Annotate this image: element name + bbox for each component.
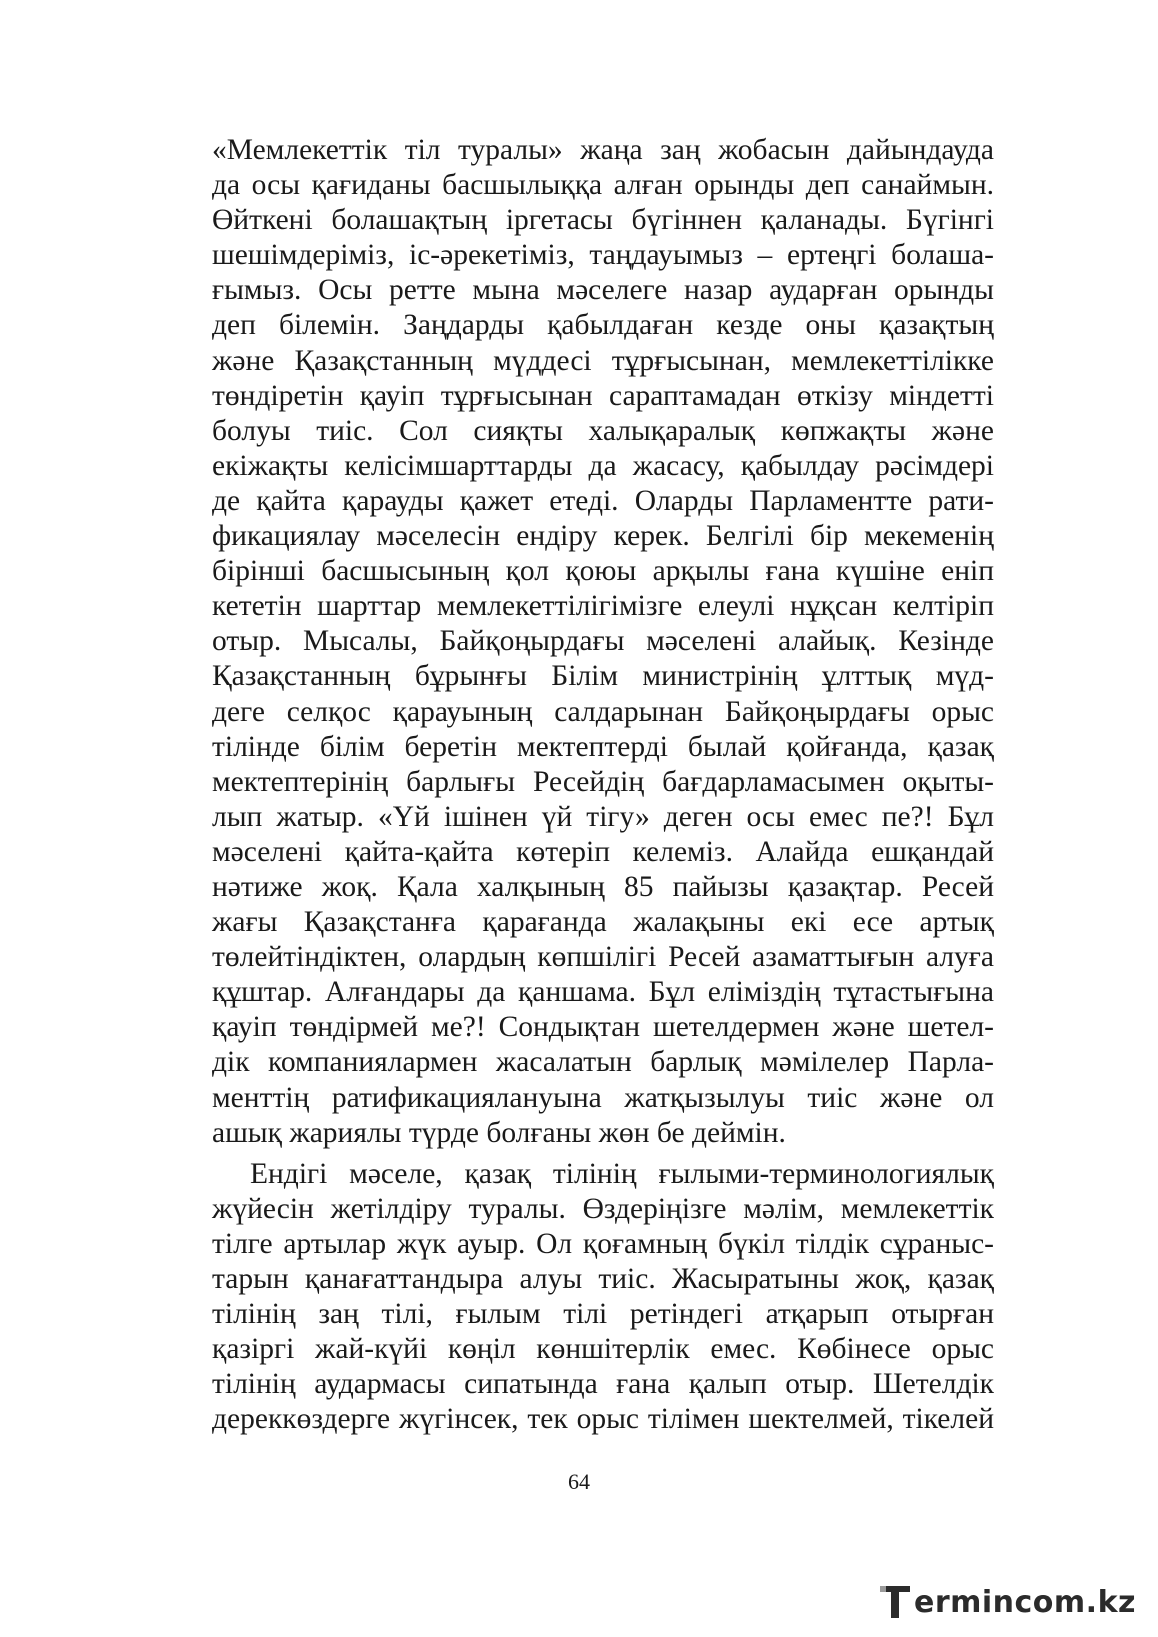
text-line: да осы қағиданы басшылыққа алған орынды деп санаймын. — [212, 169, 994, 202]
paragraph — [212, 1157, 994, 1438]
text-line: қазіргі жай-күйі көңіл көншітерлік емес. Көбінесе орыс — [212, 1333, 994, 1366]
termincom-logo-icon — [878, 1582, 912, 1622]
watermark-visible-text: ermincom.kz — [913, 1584, 1136, 1620]
body-text — [212, 133, 994, 1437]
text-line: дереккөздерге жүгінсек, тек орыс тілімен шектелмей, тікелей — [212, 1403, 994, 1436]
text-line: лып жатыр. «Үй ішінен үй тігу» деген осы емес пе?! Бұл — [212, 800, 994, 833]
text-line: құштар. Алғандары да қаншама. Бұл еліміздің тұтастығына — [212, 976, 994, 1009]
text-line: тілінің аудармасы сипатында ғана қалып отыр. Шетелдік — [212, 1368, 994, 1401]
text-line: болуы тиіс. Сол сияқты халықаралық көпжақты және — [212, 414, 994, 447]
text-line: мектептерінің барлығы Ресейдің бағдарламасымен оқыты- — [212, 765, 994, 798]
text-line: отыр. Мысалы, Байқоңырдағы мәселені алайық. Кезінде — [212, 625, 994, 658]
text-line: және Қазақстанның мүддесі тұрғысынан, мемлекеттілікке — [212, 344, 994, 377]
text-line: төлейтіндіктен, олардың көпшілігі Ресей азаматтығын алуға — [212, 941, 994, 974]
text-line: кететін шарттар мемлекеттілігімізге елеулі нұқсан келтіріп — [212, 590, 994, 623]
text-line: Өйткені болашақтың іргетасы бүгіннен қаланады. Бүгінгі — [212, 204, 994, 237]
text-line: менттің ратификациялануына жатқызылуы тиіс және ол — [212, 1081, 994, 1114]
page-number: 64 — [568, 1469, 590, 1494]
text-line: деге селқос қарауының салдарынан Байқоңырдағы орыс — [212, 695, 994, 728]
text-line: дік компаниялармен жасалатын барлық мәмілелер Парла- — [212, 1046, 994, 1079]
text-line: ашық жариялы түрде болғаны жөн бе деймін. — [212, 1116, 786, 1149]
text-line: ғымыз. Осы ретте мына мәселеге назар аударған орынды — [212, 274, 994, 307]
text-line: фикациялау мәселесін ендіру керек. Белгілі бір мекеменің — [212, 520, 994, 553]
text-line: Ендігі мәселе, қазақ тілінің ғылыми-терминологиялық — [250, 1157, 994, 1190]
text-line: қауіп төндірмей ме?! Сондықтан шетелдермен және шетел- — [212, 1011, 994, 1044]
text-line: төндіретін қауіп тұрғысынан сараптамадан өткізу міндетті — [212, 379, 994, 412]
text-line: тілінде білім беретін мектептерді былай қойғанда, қазақ — [212, 730, 994, 763]
text-line: тілге артылар жүк ауыр. Ол қоғамның бүкіл тілдік сұраныс- — [212, 1227, 994, 1260]
text-line: нәтиже жоқ. Қала халқының 85 пайызы қазақтар. Ресей — [212, 870, 994, 903]
text-line: «Мемлекеттік тіл туралы» жаңа заң жобасын дайындауда — [212, 134, 994, 166]
paragraph — [212, 133, 994, 1151]
text-line: екіжақты келісімшарттарды да жасасу, қабылдау рәсімдері — [212, 449, 994, 482]
text-line: жағы Қазақстанға қарағанда жалақыны екі есе артық — [212, 906, 994, 939]
text-line: деп білемін. Заңдарды қабылдаған кезде оны қазақтың — [212, 309, 994, 342]
text-line: шешімдеріміз, іс-әрекетіміз, таңдауымыз – ертеңгі болаша- — [212, 239, 994, 272]
text-line: жүйесін жетілдіру туралы. Өздеріңізге мәлім, мемлекеттік — [212, 1192, 994, 1225]
text-line: мәселені қайта-қайта көтеріп келеміз. Алайда ешқандай — [212, 835, 994, 868]
text-line: тілінің заң тілі, ғылым тілі ретіндегі атқарып отырған — [212, 1298, 994, 1331]
text-line: бірінші басшысының қол қоюы арқылы ғана күшіне еніп — [212, 555, 994, 588]
text-line: тарын қанағаттандыра алуы тиіс. Жасыратыны жоқ, қазақ — [212, 1263, 994, 1295]
text-line: де қайта қарауды қажет етеді. Оларды Парламентте рати- — [212, 484, 994, 517]
text-line: Қазақстанның бұрынғы Білім министрінің ұлттық мүд- — [212, 660, 994, 693]
watermark-logo — [878, 1578, 1136, 1626]
